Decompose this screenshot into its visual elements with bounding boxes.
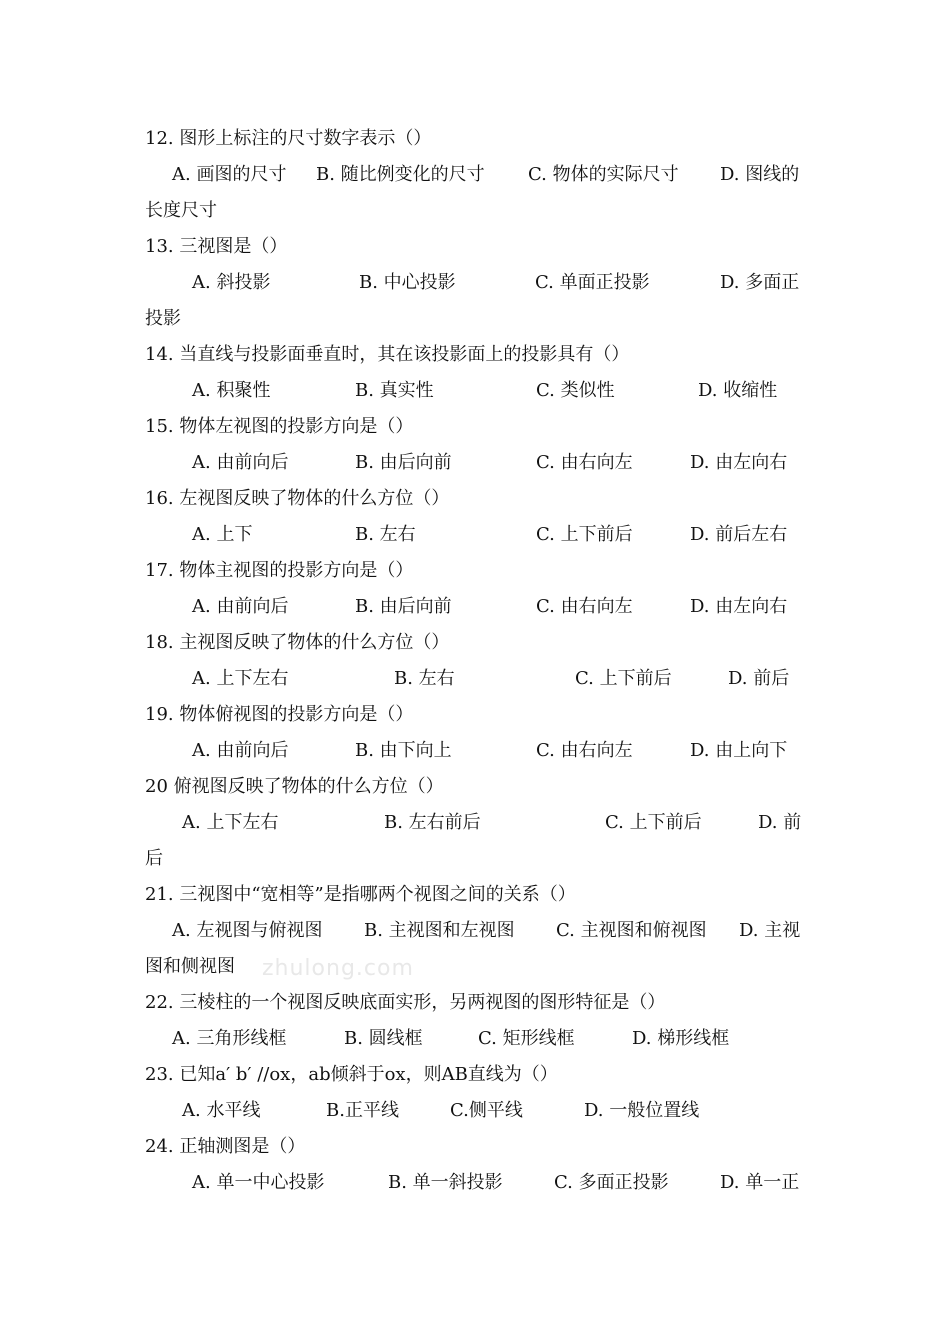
option-a: A. 上下 (192, 524, 253, 545)
option-c: C. 类似性 (536, 380, 615, 401)
option-a: A. 画图的尺寸 (172, 164, 287, 185)
option-b: B. 单一斜投影 (388, 1172, 503, 1193)
option-c: C. 上下前后 (575, 668, 672, 689)
option-d: D. 图线的 (720, 164, 800, 185)
option-b: B. 左右前后 (384, 812, 481, 833)
option-a: A. 水平线 (182, 1100, 261, 1121)
option-b: B. 左右 (394, 668, 455, 689)
option-b: B. 圆线框 (344, 1028, 423, 1049)
option-c: C. 由右向左 (536, 452, 633, 473)
option-a: A. 由前向后 (192, 740, 289, 761)
option-d: D. 单一正 (720, 1172, 800, 1193)
question-23-stem: 23. 已知a′ b′ //ox，ab倾斜于ox，则AB直线为（） (145, 1064, 558, 1085)
option-d: D. 一般位置线 (584, 1100, 700, 1121)
question-18-stem: 18. 主视图反映了物体的什么方位（） (145, 632, 450, 653)
option-a: A. 左视图与俯视图 (172, 920, 323, 941)
question-21-stem: 21. 三视图中“宽相等”是指哪两个视图之间的关系（） (145, 884, 576, 905)
question-13-stem: 13. 三视图是（） (145, 236, 288, 257)
question-12-continuation: 长度尺寸 (145, 200, 217, 221)
option-d: D. 前后 (728, 668, 790, 689)
option-d: D. 前 (758, 812, 802, 833)
question-12-stem: 12. 图形上标注的尺寸数字表示（） (145, 128, 432, 149)
option-d: D. 多面正 (720, 272, 800, 293)
option-c: C. 单面正投影 (535, 272, 650, 293)
option-d: D. 收缩性 (698, 380, 778, 401)
option-c: C. 主视图和俯视图 (556, 920, 707, 941)
question-19-stem: 19. 物体俯视图的投影方向是（） (145, 704, 414, 725)
question-14-stem: 14. 当直线与投影面垂直时，其在该投影面上的投影具有（） (145, 344, 630, 365)
option-a: A. 三角形线框 (172, 1028, 287, 1049)
question-17-stem: 17. 物体主视图的投影方向是（） (145, 560, 414, 581)
option-d: D. 由左向右 (690, 596, 788, 617)
option-d: D. 梯形线框 (632, 1028, 730, 1049)
option-b: B. 由后向前 (355, 596, 452, 617)
option-a: A. 斜投影 (192, 272, 271, 293)
option-b: B. 主视图和左视图 (364, 920, 515, 941)
option-b: B.正平线 (326, 1100, 399, 1121)
option-d: D. 主视 (739, 920, 801, 941)
option-b: B. 由下向上 (355, 740, 452, 761)
option-c: C. 上下前后 (605, 812, 702, 833)
option-c: C. 由右向左 (536, 596, 633, 617)
watermark: zhulong.com (262, 956, 414, 981)
option-c: C. 多面正投影 (554, 1172, 669, 1193)
option-b: B. 由后向前 (355, 452, 452, 473)
option-b: B. 随比例变化的尺寸 (316, 164, 485, 185)
option-d: D. 由上向下 (690, 740, 788, 761)
option-b: B. 中心投影 (359, 272, 456, 293)
option-c: C. 物体的实际尺寸 (528, 164, 679, 185)
option-c: C. 矩形线框 (478, 1028, 575, 1049)
question-20-stem: 20 俯视图反映了物体的什么方位（） (145, 776, 444, 797)
question-21-continuation: 图和侧视图 (145, 956, 235, 977)
option-c: C. 由右向左 (536, 740, 633, 761)
question-24-stem: 24. 正轴测图是（） (145, 1136, 306, 1157)
option-a: A. 积聚性 (192, 380, 271, 401)
option-c: C.侧平线 (450, 1100, 523, 1121)
option-a: A. 单一中心投影 (192, 1172, 325, 1193)
option-a: A. 由前向后 (192, 452, 289, 473)
question-22-stem: 22. 三棱柱的一个视图反映底面实形，另两视图的图形特征是（） (145, 992, 666, 1013)
option-c: C. 上下前后 (536, 524, 633, 545)
option-d: D. 由左向右 (690, 452, 788, 473)
question-20-continuation: 后 (145, 848, 163, 869)
question-16-stem: 16. 左视图反映了物体的什么方位（） (145, 488, 450, 509)
option-a: A. 上下左右 (192, 668, 289, 689)
question-15-stem: 15. 物体左视图的投影方向是（） (145, 416, 414, 437)
option-b: B. 左右 (355, 524, 416, 545)
option-a: A. 由前向后 (192, 596, 289, 617)
option-d: D. 前后左右 (690, 524, 788, 545)
option-a: A. 上下左右 (182, 812, 279, 833)
option-b: B. 真实性 (355, 380, 434, 401)
question-13-continuation: 投影 (145, 308, 181, 329)
